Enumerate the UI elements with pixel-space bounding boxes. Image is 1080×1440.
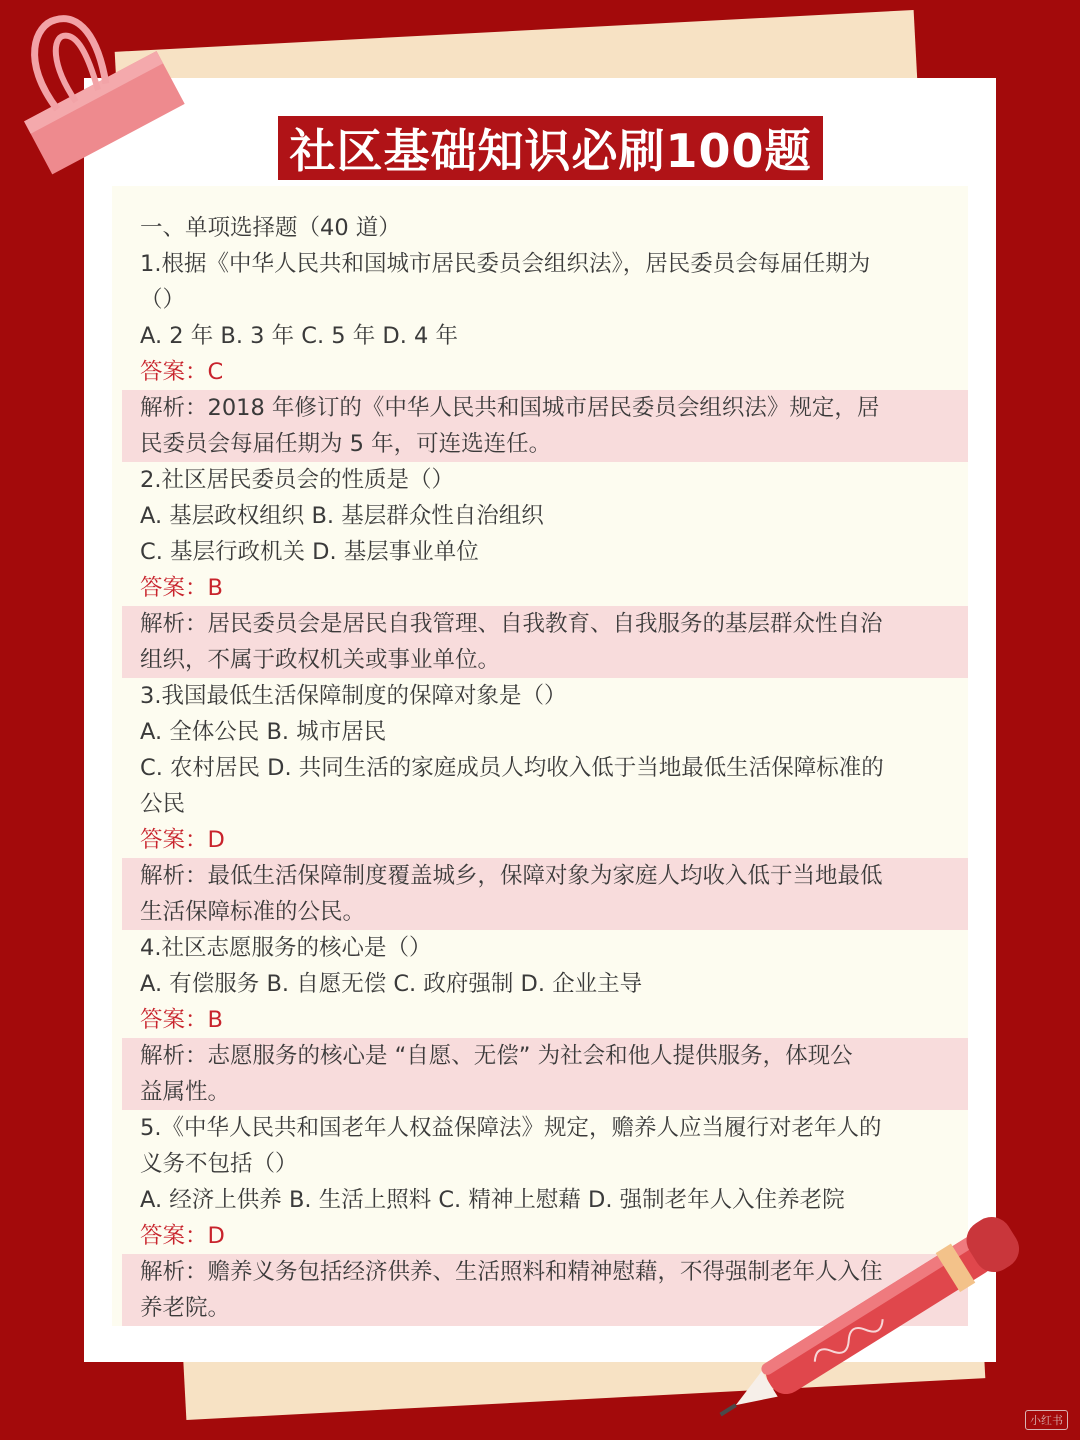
question-2-analysis: 解析：居民委员会是居民自我管理、自我教育、自我服务的基层群众性自治 [140,611,883,637]
question-1-answer: 答案：C [140,359,224,385]
pen-icon [690,1200,1070,1430]
question-5-stem-cont: 义务不包括（） [140,1151,298,1177]
question-5-stem: 5.《中华人民共和国老年人权益保障法》规定，赡养人应当履行对老年人的 [140,1115,882,1141]
question-2-options: A. 基层政权组织 B. 基层群众性自治组织 [140,503,544,529]
question-3-options: A. 全体公民 B. 城市居民 [140,719,387,745]
question-2-analysis-cont: 组织，不属于政权机关或事业单位。 [140,647,501,673]
question-3-answer: 答案：D [140,827,225,853]
question-4-analysis: 解析：志愿服务的核心是 “自愿、无偿” 为社会和他人提供服务，体现公 [140,1043,853,1069]
question-4-answer: 答案：B [140,1007,223,1033]
question-3-options-cont-2: 公民 [140,791,186,817]
question-1-analysis: 解析：2018 年修订的《中华人民共和国城市居民委员会组织法》规定，居 [140,395,880,421]
paper-clip-icon [0,0,190,190]
question-1-stem-cont: （） [140,287,186,313]
question-3-analysis: 解析：最低生活保障制度覆盖城乡，保障对象为家庭人均收入低于当地最低 [140,863,883,889]
question-4-options: A. 有偿服务 B. 自愿无偿 C. 政府强制 D. 企业主导 [140,971,643,997]
question-2-stem: 2.社区居民委员会的性质是（） [140,467,454,493]
page-title: 社区基础知识必刷100题 [278,116,823,180]
question-1-stem: 1.根据《中华人民共和国城市居民委员会组织法》，居民委员会每届任期为 [140,251,871,277]
question-2-options-cont: C. 基层行政机关 D. 基层事业单位 [140,539,479,565]
question-5-answer: 答案：D [140,1223,225,1249]
question-3-analysis-cont: 生活保障标准的公民。 [140,899,366,925]
question-5-options: A. 经济上供养 B. 生活上照料 C. 精神上慰藉 D. 强制老年人入住养老院 [140,1187,845,1213]
question-3-stem: 3.我国最低生活保障制度的保障对象是（） [140,683,567,709]
watermark: 小红书 [1025,1410,1068,1430]
question-content [112,186,968,1326]
question-4-analysis-cont: 益属性。 [140,1079,231,1105]
question-5-analysis: 解析：赡养义务包括经济供养、生活照料和精神慰藉，不得强制老年人入住 [140,1259,883,1285]
question-5-analysis-cont: 养老院。 [140,1295,231,1321]
question-1-analysis-cont: 民委员会每届任期为 5 年，可连选连任。 [140,431,552,457]
question-2-answer: 答案：B [140,575,223,601]
section-heading: 一、单项选择题（40 道） [140,215,401,241]
question-3-options-cont: C. 农村居民 D. 共同生活的家庭成员人均收入低于当地最低生活保障标准的 [140,755,884,781]
question-1-options: A. 2 年 B. 3 年 C. 5 年 D. 4 年 [140,323,459,349]
question-4-stem: 4.社区志愿服务的核心是（） [140,935,432,961]
